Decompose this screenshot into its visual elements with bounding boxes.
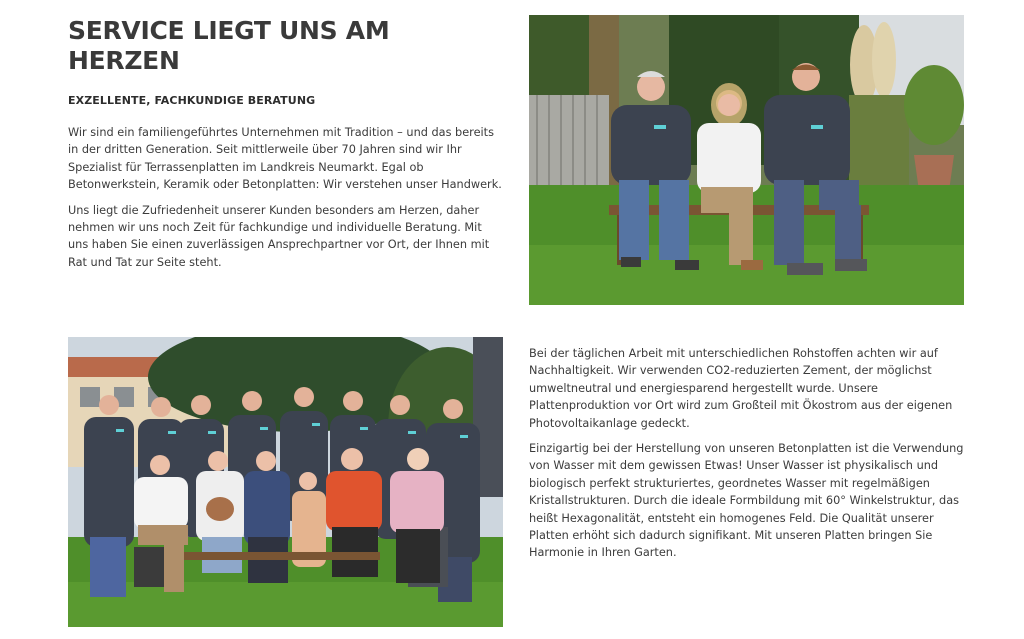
team-group-illustration — [68, 337, 503, 627]
intro-text — [68, 124, 504, 279]
intro-paragraph: Uns liegt die Zufriedenheit unserer Kunden besonders am Herzen, daher nehmen wir uns noch Zeit für fachkundige und individuelle Beratung. Mit uns haben Sie einen zuverlässigen Ansprechpartner vor Ort, der Ihnen mit Rat und Tat zur Seite steht. — [68, 203, 490, 269]
team-group-photo — [68, 337, 503, 627]
sustainability-paragraph: Einzigartig bei der Herstellung von unseren Betonplatten ist die Verwendung von Wasser mit dem gewissen Etwas! Unser Wasser ist physikalisch und biologisch perfekt strukturiertes, geordnetes Wasser mit regelmäßigen Kristallstrukturen. Durch die ideale Formbildung mit 60° Winkelstruktur, das heißt Hexagonalität, entsteht ein homogenes Feld. Die Qualität unserer Platten erhöht sich dadurch signifikant. Mit unseren Platten bringen Sie Harmonie in Ihren Garten. — [529, 442, 964, 560]
sustainability-paragraph: Bei der täglichen Arbeit mit unterschiedlichen Rohstoffen achten wir auf Nachhaltigkeit. Wir verwenden CO2-reduzierten Zement, der möglichst umweltneutral und energiesparend hergestellt wurde. Unsere Plattenproduktion vor Ort wird zum Großteil mit Ökostrom aus der eigenen Photovoltaikanlage gedeckt. — [529, 347, 953, 430]
section-heading: SERVICE LIEGT UNS AM HERZEN — [68, 16, 390, 75]
section-subheading: EXZELLENTE, FACHKUNDIGE BERATUNG — [68, 94, 316, 107]
family-bench-illustration — [529, 15, 964, 305]
intro-paragraph: Wir sind ein familiengeführtes Unternehmen mit Tradition – und das bereits in der dritten Generation. Seit mittlerweile über 70 Jahren sind wir Ihr Spezialist für Terrassenplatten im Landkreis Neumarkt. Egal ob Betonwerkstein, Keramik oder Betonplatten: Wir verstehen unser Handwerk. — [68, 126, 502, 192]
sustainability-text — [529, 345, 965, 570]
family-bench-photo — [529, 15, 964, 305]
